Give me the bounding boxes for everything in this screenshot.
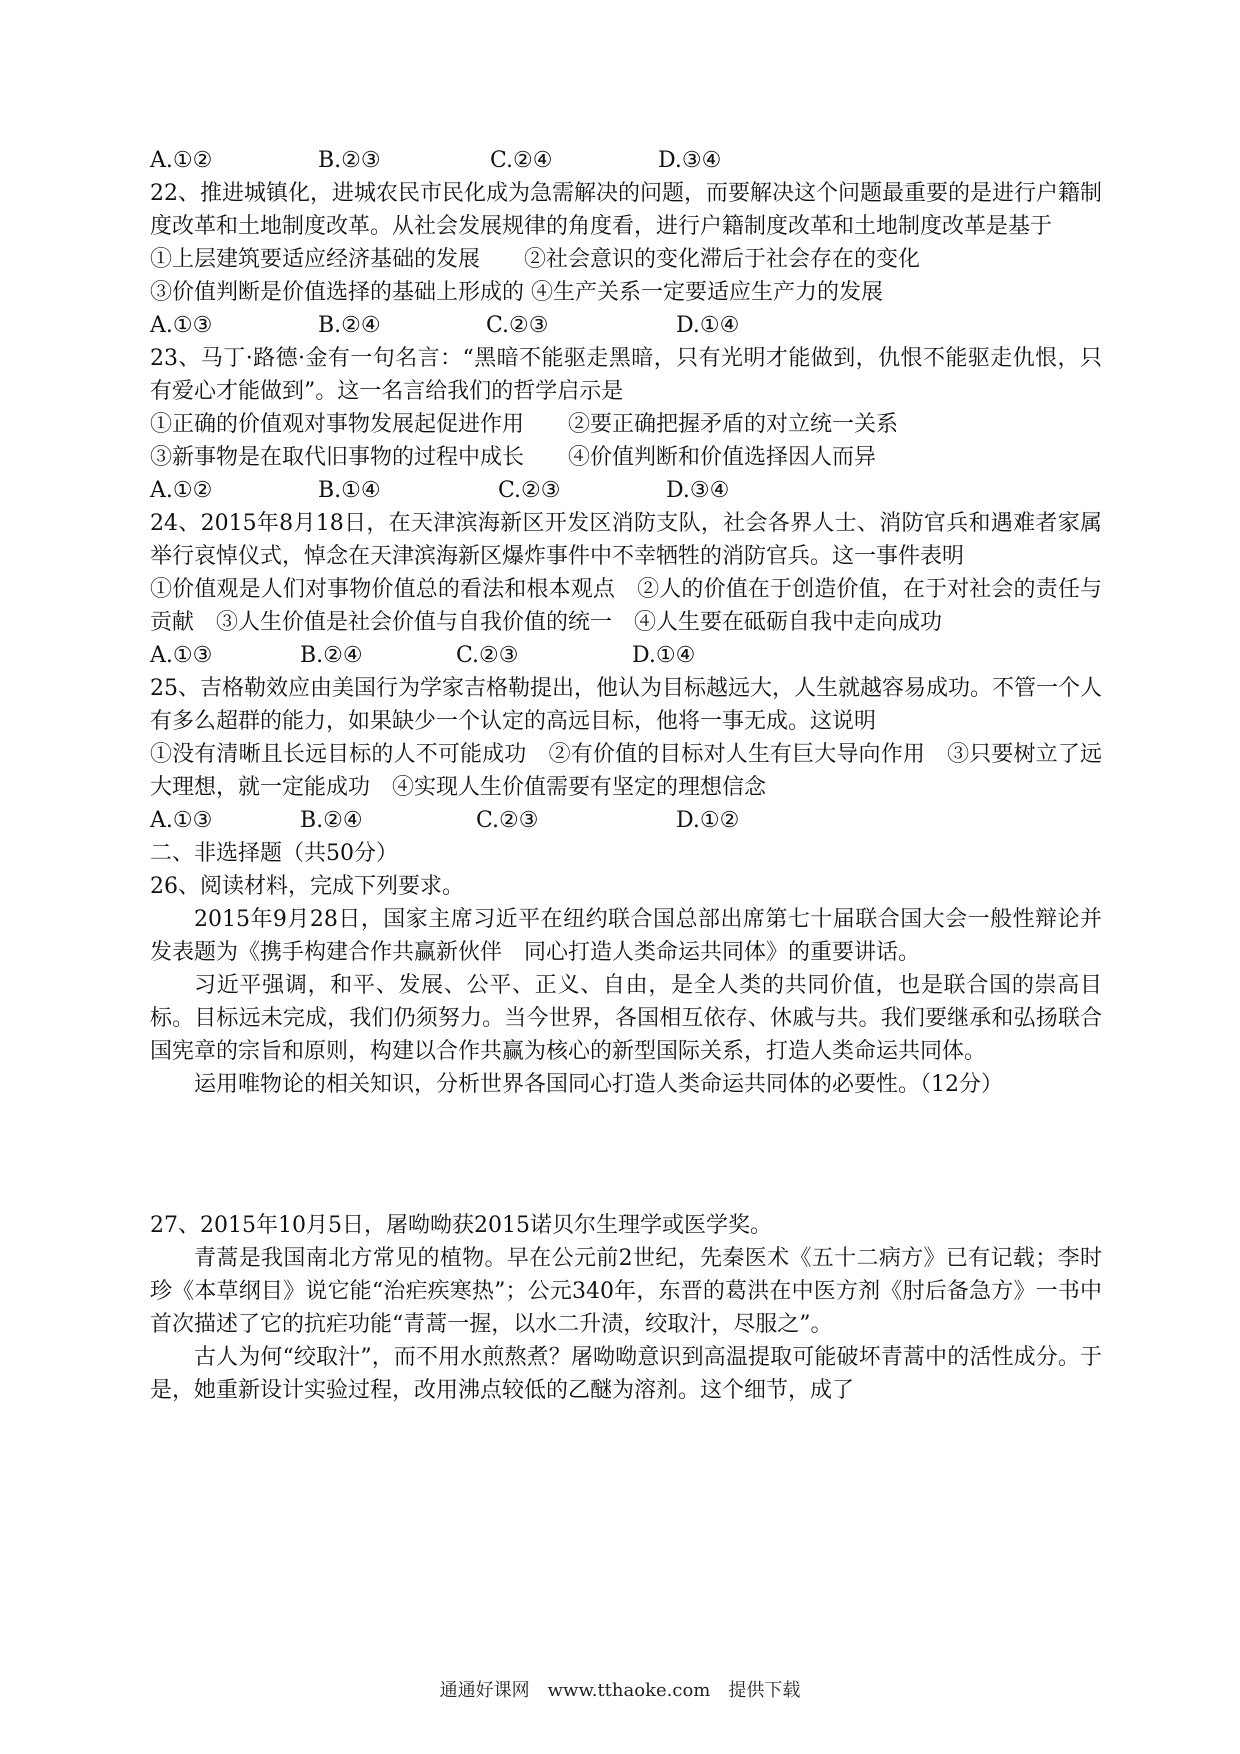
q24-items: ①价值观是人们对事物价值总的看法和根本观点 ②人的价值在于创造价值，在于对社会的责任与贡献 ③人生价值是社会价值与自我价值的统一 ④人生要在砥砺自我中走向成功 (150, 577, 1102, 635)
option-a: A.①② (150, 148, 213, 173)
answer-space (150, 1101, 1102, 1209)
option-b: B.②④ (300, 808, 363, 833)
option-d: D.①④ (676, 313, 740, 338)
option-a: A.①③ (150, 808, 213, 833)
option-a: A.①③ (150, 313, 213, 338)
q22-item-1: ①上层建筑要适应经济基础的发展 ②社会意识的变化滞后于社会存在的变化 (150, 247, 921, 272)
q26-stem: 26、阅读材料，完成下列要求。 (150, 874, 464, 899)
q27-paragraph-2: 古人为何“绞取汁”，而不用水煎熬煮？屠呦呦意识到高温提取可能破坏青蒿中的活性成分。于是，她重新设计实验过程，改用沸点较低的乙醚为溶剂。这个细节，成了 (150, 1345, 1102, 1403)
q24-options (150, 639, 1102, 672)
q25-options (150, 804, 1102, 837)
q22-options (150, 309, 1102, 342)
option-b: B.①④ (318, 478, 381, 503)
q23-item-1: ①正确的价值观对事物发展起促进作用 ②要正确把握矛盾的对立统一关系 (150, 412, 899, 437)
option-d: D.③④ (658, 148, 722, 173)
option-d: D.①② (676, 808, 740, 833)
q22-item-2: ③价值判断是价值选择的基础上形成的 ④生产关系一定要适应生产力的发展 (150, 280, 883, 305)
option-c: C.②③ (498, 478, 561, 503)
exam-page-content (150, 144, 1102, 1407)
option-b: B.②④ (300, 643, 363, 668)
q26-paragraph-1: 2015年9月28日，国家主席习近平在纽约联合国总部出席第七十届联合国大会一般性辩论并发表题为《携手构建合作共赢新伙伴 同心打造人类命运共同体》的重要讲话。 (150, 907, 1102, 965)
option-d: D.③④ (666, 478, 730, 503)
q23-item-2: ③新事物是在取代旧事物的过程中成长 ④价值判断和价值选择因人而异 (150, 445, 877, 470)
q27-stem: 27、2015年10月5日，屠呦呦获2015诺贝尔生理学或医学奖。 (150, 1213, 772, 1238)
q27-paragraph-1: 青蒿是我国南北方常见的植物。早在公元前2世纪，先秦医术《五十二病方》已有记载；李时珍《本草纲目》说它能“治疟疾寒热”；公元340年，东晋的葛洪在中医方剂《肘后备急方》一书中首次描述了它的抗疟功能“青蒿一握，以水二升渍，绞取汁，尽服之”。 (150, 1246, 1102, 1337)
option-c: C.②③ (456, 643, 519, 668)
option-c: C.②③ (486, 313, 549, 338)
q25-items: ①没有清晰且长远目标的人不可能成功 ②有价值的目标对人生有巨大导向作用 ③只要树立了远大理想，就一定能成功 ④实现人生价值需要有坚定的理想信念 (150, 742, 1102, 800)
page-footer: 通通好课网 www.tthaoke.com 提供下载 (439, 1680, 801, 1701)
q26-question: 运用唯物论的相关知识，分析世界各国同心打造人类命运共同体的必要性。（12分） (194, 1072, 1003, 1097)
q26-paragraph-2: 习近平强调，和平、发展、公平、正义、自由，是全人类的共同价值，也是联合国的崇高目标。目标远未完成，我们仍须努力。当今世界，各国相互依存、休戚与共。我们要继承和弘扬联合国宪章的宗旨和原则，构建以合作共赢为核心的新型国际关系，打造人类命运共同体。 (150, 973, 1102, 1064)
q21-options (150, 144, 1102, 177)
option-a: A.①② (150, 478, 213, 503)
q24-stem: 24、2015年8月18日，在天津滨海新区开发区消防支队，社会各界人士、消防官兵和遇难者家属举行哀悼仪式，悼念在天津滨海新区爆炸事件中不幸牺牲的消防官兵。这一事件表明 (150, 511, 1102, 569)
option-d: D.①④ (632, 643, 696, 668)
option-b: B.②④ (318, 313, 381, 338)
q23-options (150, 474, 1102, 507)
option-c: C.②③ (476, 808, 539, 833)
option-a: A.①③ (150, 643, 213, 668)
option-b: B.②③ (318, 148, 381, 173)
option-c: C.②④ (490, 148, 553, 173)
q22-stem: 22、推进城镇化，进城农民市民化成为急需解决的问题，而要解决这个问题最重要的是进行户籍制度改革和土地制度改革。从社会发展规律的角度看，进行户籍制度改革和土地制度改革是基于 (150, 181, 1102, 239)
section-title: 二、非选择题（共50分） (150, 841, 398, 866)
q25-stem: 25、吉格勒效应由美国行为学家吉格勒提出，他认为目标越远大，人生就越容易成功。不管一个人有多么超群的能力，如果缺少一个认定的高远目标，他将一事无成。这说明 (150, 676, 1102, 734)
q23-stem: 23、马丁·路德·金有一句名言：“黑暗不能驱走黑暗，只有光明才能做到，仇恨不能驱走仇恨，只有爱心才能做到”。这一名言给我们的哲学启示是 (150, 346, 1102, 404)
